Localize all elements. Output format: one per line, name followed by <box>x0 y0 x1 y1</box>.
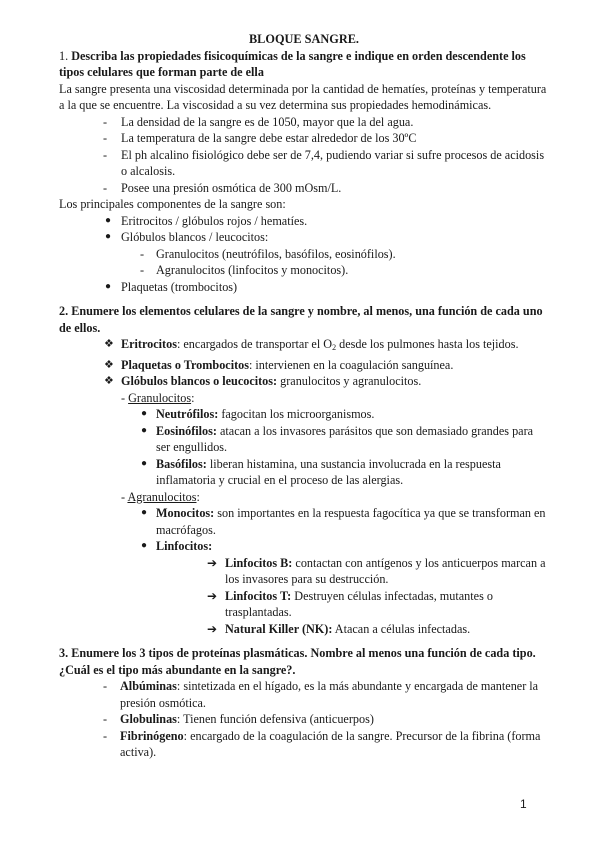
agranulocytes-list <box>59 505 549 555</box>
diamond-bullet-icon: ❖ <box>104 358 114 371</box>
dash-marker: - <box>103 131 108 145</box>
leukocyte-sublist <box>59 246 549 279</box>
dash-marker: - <box>140 246 145 261</box>
list-item <box>59 456 549 489</box>
components-list-end <box>59 279 549 296</box>
subitem-text: Agranulocitos (linfocitos y monocitos). <box>156 263 349 277</box>
property-text: La temperatura de la sangre debe estar alrededor de los 30ºC <box>121 131 417 145</box>
property-text: Posee una presión osmótica de 300 mOsm/L. <box>121 180 342 195</box>
property-text: La densidad de la sangre es de 1050, mayor que la del agua. <box>121 114 414 129</box>
subscript: 2 <box>332 343 337 352</box>
cell-label: Glóbulos blancos o leucocitos: <box>121 374 278 388</box>
document-page <box>59 31 549 761</box>
bullet-icon: ● <box>141 540 148 551</box>
question-3: 3. Enumere los 3 tipos de proteínas plasmáticas. Nombre al menos una función de cada tipo. ¿Cuál es el tipo más abundante en la sangre?. <box>59 646 536 677</box>
diamond-bullet-icon: ❖ <box>104 338 114 350</box>
cell-label: Linfocitos: <box>156 539 213 553</box>
list-item <box>59 538 549 555</box>
cell-text: : intervienen en la coagulación sanguínea. <box>248 357 454 372</box>
granulocytes-list <box>59 406 549 489</box>
list-item <box>59 505 549 538</box>
dash-marker: - <box>103 712 108 726</box>
cell-label: Plaquetas o Trombocitos <box>121 357 249 372</box>
bullet-icon: ● <box>141 507 148 518</box>
dash-marker: - <box>140 263 145 277</box>
list-item <box>59 213 549 230</box>
diamond-bullet-icon: ❖ <box>104 375 114 387</box>
bullet-icon: ● <box>141 408 148 419</box>
list-item <box>59 357 549 374</box>
list-item <box>59 728 549 761</box>
list-item <box>59 229 549 246</box>
list-item <box>59 711 549 728</box>
protein-text: : encargado de la coagulación de la sangre. Precursor de la fibrina (forma activa). <box>120 728 541 759</box>
list-item <box>59 180 549 197</box>
dash-marker: - <box>103 147 108 162</box>
cell-label: Linfocitos B: <box>225 555 293 570</box>
property-text: El ph alcalino fisiológico debe ser de 7,4, pudiendo variar si sufre procesos de acidosis o alcalosis. <box>121 147 545 178</box>
dash-marker: - <box>103 180 108 195</box>
components-intro: Los principales componentes de la sangre son: <box>59 197 286 211</box>
list-item <box>59 621 549 638</box>
list-item <box>59 130 549 147</box>
list-item <box>59 279 549 296</box>
list-item <box>59 588 549 621</box>
list-item <box>59 114 549 131</box>
cell-text: son importantes en la respuesta fagocítica ya que se transforman en macrófagos. <box>156 506 546 537</box>
dash-marker: - <box>103 114 108 129</box>
bullet-icon: ● <box>105 231 112 242</box>
page-number: 1 <box>520 797 527 811</box>
protein-label: Globulinas <box>120 712 177 726</box>
components-list <box>59 213 549 246</box>
list-item <box>59 678 549 711</box>
q3-proteins-list <box>59 678 549 761</box>
protein-label: Fibrinógeno <box>120 728 184 743</box>
list-item <box>59 336 549 357</box>
agranulocytes-heading: - Agranulocitos: <box>121 489 200 504</box>
bullet-icon: ● <box>141 457 148 469</box>
list-item <box>59 262 549 279</box>
bullet-icon: ● <box>105 280 112 292</box>
cell-text: granulocitos y agranulocitos. <box>277 374 422 388</box>
question-1-text: Describa las propiedades fisicoquímicas de la sangre e indique en orden descendente los tipos celulares que forman parte de ella <box>59 48 526 79</box>
q1-properties-list <box>59 114 549 197</box>
component-text: Eritrocitos / glóbulos rojos / hematíes. <box>121 213 308 228</box>
cell-text: desde los pulmones hasta los tejidos. <box>336 337 519 351</box>
question-1 <box>59 48 549 81</box>
cell-label: Natural Killer (NK): <box>225 621 333 636</box>
arrow-right-icon: ➔ <box>207 621 218 636</box>
cell-label: Eritrocitos <box>121 337 177 351</box>
cell-label: Monocitos: <box>156 506 215 520</box>
component-text: Glóbulos blancos / leucocitos: <box>121 230 269 244</box>
protein-label: Albúminas <box>120 679 177 693</box>
document-title: BLOQUE SANGRE. <box>248 32 359 46</box>
granulocytes-label: Granulocitos <box>128 390 192 405</box>
cell-label: Eosinófilos: <box>156 423 217 438</box>
cell-text: Destruyen células infectadas, mutantes o trasplantadas. <box>225 588 493 619</box>
cell-text: Atacan a células infectadas. <box>332 621 471 636</box>
component-text: Plaquetas (trombocitos) <box>121 279 238 294</box>
cell-text: liberan histamina, una sustancia involucrada en la respuesta inflamatoria y crucial en el proceso de las alergias. <box>156 456 501 487</box>
subitem-text: Granulocitos (neutrófilos, basófilos, eosinófilos). <box>156 246 396 261</box>
question-1-number: 1. <box>59 48 69 63</box>
cell-text: fagocitan los microorganismos. <box>218 407 375 421</box>
granulocytes-heading: - Granulocitos: <box>121 390 195 405</box>
list-item <box>59 555 549 588</box>
bullet-icon: ● <box>105 214 112 226</box>
dash-marker: - <box>103 728 108 743</box>
list-item <box>59 147 549 180</box>
cell-label: Neutrófilos: <box>156 407 219 421</box>
question-2: 2. Enumere los elementos celulares de la sangre y nombre, al menos, una función de cada uno de ellos. <box>59 304 543 335</box>
lymphocytes-list <box>59 555 549 638</box>
list-item <box>59 246 549 263</box>
q2-cells-list <box>59 336 549 390</box>
list-item <box>59 406 549 423</box>
protein-text: : sintetizada en el hígado, es la más abundante y encargada de mantener la presión osmótica. <box>120 679 539 710</box>
q1-intro: La sangre presenta una viscosidad determinada por la cantidad de hematíes, proteínas y temperatura a la que se encuentre. La viscosidad a su vez determina sus propiedades hemodinámicas. <box>59 81 547 112</box>
cell-text: contactan con antígenos y los anticuerpos marcan a los invasores para su destrucción. <box>225 555 546 586</box>
list-item <box>59 373 549 390</box>
cell-text: : encargados de transportar el O <box>176 337 333 351</box>
arrow-right-icon: ➔ <box>207 555 218 570</box>
list-item <box>59 423 549 456</box>
bullet-icon: ● <box>141 424 148 436</box>
cell-label: Basófilos: <box>156 456 207 471</box>
cell-label: Linfocitos T: <box>225 588 292 603</box>
dash-marker: - <box>103 679 108 693</box>
agranulocytes-label: Agranulocitos <box>127 489 197 504</box>
cell-text: atacan a los invasores parásitos que son demasiado grandes para ser engullidos. <box>156 423 534 454</box>
arrow-right-icon: ➔ <box>207 588 218 603</box>
protein-text: : Tienen función defensiva (anticuerpos) <box>176 712 374 726</box>
